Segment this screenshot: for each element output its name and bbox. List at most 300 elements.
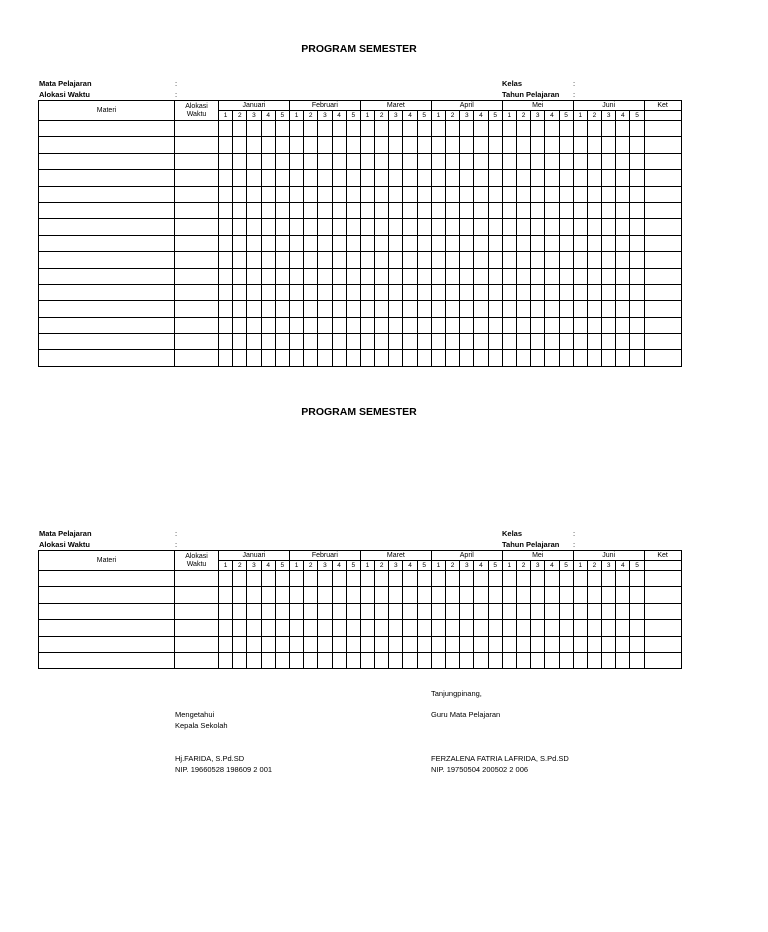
- alokasi-cell[interactable]: [175, 603, 219, 619]
- week-cell[interactable]: [375, 252, 389, 268]
- week-cell[interactable]: [559, 603, 573, 619]
- week-cell[interactable]: [616, 620, 630, 636]
- week-cell[interactable]: [360, 587, 374, 603]
- week-cell[interactable]: [346, 268, 360, 284]
- week-cell[interactable]: [587, 317, 601, 333]
- materi-cell[interactable]: [39, 334, 175, 350]
- week-cell[interactable]: [531, 252, 545, 268]
- week-cell[interactable]: [318, 284, 332, 300]
- week-cell[interactable]: [573, 121, 587, 137]
- week-cell[interactable]: [233, 153, 247, 169]
- week-cell[interactable]: [304, 186, 318, 202]
- week-cell[interactable]: [417, 137, 431, 153]
- week-cell[interactable]: [304, 121, 318, 137]
- week-cell[interactable]: [360, 268, 374, 284]
- week-cell[interactable]: [417, 202, 431, 218]
- week-cell[interactable]: [247, 202, 261, 218]
- week-cell[interactable]: [559, 252, 573, 268]
- week-cell[interactable]: [318, 137, 332, 153]
- week-cell[interactable]: [332, 153, 346, 169]
- week-cell[interactable]: [516, 350, 530, 366]
- week-cell[interactable]: [502, 334, 516, 350]
- week-cell[interactable]: [587, 652, 601, 668]
- week-cell[interactable]: [446, 252, 460, 268]
- week-cell[interactable]: [375, 186, 389, 202]
- week-cell[interactable]: [431, 317, 445, 333]
- week-cell[interactable]: [346, 202, 360, 218]
- week-cell[interactable]: [460, 603, 474, 619]
- week-cell[interactable]: [275, 252, 289, 268]
- week-cell[interactable]: [233, 137, 247, 153]
- week-cell[interactable]: [219, 652, 233, 668]
- week-cell[interactable]: [630, 186, 644, 202]
- week-cell[interactable]: [389, 202, 403, 218]
- week-cell[interactable]: [602, 636, 616, 652]
- week-cell[interactable]: [360, 603, 374, 619]
- week-cell[interactable]: [531, 620, 545, 636]
- week-cell[interactable]: [616, 284, 630, 300]
- week-cell[interactable]: [516, 571, 530, 587]
- week-cell[interactable]: [360, 636, 374, 652]
- week-cell[interactable]: [502, 202, 516, 218]
- week-cell[interactable]: [630, 137, 644, 153]
- week-cell[interactable]: [403, 636, 417, 652]
- week-cell[interactable]: [233, 121, 247, 137]
- week-cell[interactable]: [318, 186, 332, 202]
- week-cell[interactable]: [446, 620, 460, 636]
- week-cell[interactable]: [488, 587, 502, 603]
- week-cell[interactable]: [446, 652, 460, 668]
- week-cell[interactable]: [573, 620, 587, 636]
- week-cell[interactable]: [219, 121, 233, 137]
- week-cell[interactable]: [630, 350, 644, 366]
- week-cell[interactable]: [289, 202, 303, 218]
- week-cell[interactable]: [389, 636, 403, 652]
- week-cell[interactable]: [247, 153, 261, 169]
- week-cell[interactable]: [602, 170, 616, 186]
- week-cell[interactable]: [403, 268, 417, 284]
- week-cell[interactable]: [616, 235, 630, 251]
- week-cell[interactable]: [375, 219, 389, 235]
- week-cell[interactable]: [488, 620, 502, 636]
- week-cell[interactable]: [573, 652, 587, 668]
- week-cell[interactable]: [289, 603, 303, 619]
- week-cell[interactable]: [389, 284, 403, 300]
- week-cell[interactable]: [460, 350, 474, 366]
- week-cell[interactable]: [417, 636, 431, 652]
- week-cell[interactable]: [346, 334, 360, 350]
- week-cell[interactable]: [403, 620, 417, 636]
- week-cell[interactable]: [502, 121, 516, 137]
- week-cell[interactable]: [616, 202, 630, 218]
- ket-cell[interactable]: [644, 252, 681, 268]
- week-cell[interactable]: [616, 350, 630, 366]
- week-cell[interactable]: [417, 652, 431, 668]
- week-cell[interactable]: [261, 268, 275, 284]
- materi-cell[interactable]: [39, 186, 175, 202]
- week-cell[interactable]: [360, 202, 374, 218]
- alokasi-cell[interactable]: [175, 268, 219, 284]
- week-cell[interactable]: [502, 587, 516, 603]
- week-cell[interactable]: [375, 301, 389, 317]
- week-cell[interactable]: [261, 202, 275, 218]
- week-cell[interactable]: [446, 219, 460, 235]
- week-cell[interactable]: [375, 137, 389, 153]
- week-cell[interactable]: [516, 235, 530, 251]
- week-cell[interactable]: [403, 603, 417, 619]
- week-cell[interactable]: [289, 334, 303, 350]
- week-cell[interactable]: [516, 636, 530, 652]
- ket-cell[interactable]: [644, 587, 681, 603]
- week-cell[interactable]: [233, 334, 247, 350]
- week-cell[interactable]: [261, 620, 275, 636]
- week-cell[interactable]: [616, 137, 630, 153]
- week-cell[interactable]: [417, 219, 431, 235]
- week-cell[interactable]: [502, 219, 516, 235]
- week-cell[interactable]: [346, 652, 360, 668]
- week-cell[interactable]: [587, 235, 601, 251]
- ket-cell[interactable]: [644, 636, 681, 652]
- week-cell[interactable]: [602, 620, 616, 636]
- week-cell[interactable]: [630, 571, 644, 587]
- week-cell[interactable]: [219, 571, 233, 587]
- week-cell[interactable]: [403, 202, 417, 218]
- week-cell[interactable]: [219, 587, 233, 603]
- week-cell[interactable]: [446, 268, 460, 284]
- week-cell[interactable]: [375, 587, 389, 603]
- week-cell[interactable]: [602, 121, 616, 137]
- week-cell[interactable]: [389, 268, 403, 284]
- week-cell[interactable]: [275, 620, 289, 636]
- week-cell[interactable]: [275, 153, 289, 169]
- week-cell[interactable]: [318, 170, 332, 186]
- week-cell[interactable]: [318, 301, 332, 317]
- week-cell[interactable]: [474, 235, 488, 251]
- week-cell[interactable]: [474, 170, 488, 186]
- week-cell[interactable]: [247, 170, 261, 186]
- week-cell[interactable]: [261, 153, 275, 169]
- week-cell[interactable]: [233, 603, 247, 619]
- week-cell[interactable]: [516, 268, 530, 284]
- week-cell[interactable]: [474, 350, 488, 366]
- week-cell[interactable]: [460, 137, 474, 153]
- week-cell[interactable]: [261, 652, 275, 668]
- week-cell[interactable]: [332, 137, 346, 153]
- week-cell[interactable]: [602, 219, 616, 235]
- week-cell[interactable]: [431, 587, 445, 603]
- week-cell[interactable]: [559, 571, 573, 587]
- week-cell[interactable]: [403, 137, 417, 153]
- week-cell[interactable]: [417, 121, 431, 137]
- week-cell[interactable]: [573, 137, 587, 153]
- week-cell[interactable]: [516, 170, 530, 186]
- week-cell[interactable]: [460, 317, 474, 333]
- week-cell[interactable]: [431, 652, 445, 668]
- week-cell[interactable]: [289, 219, 303, 235]
- week-cell[interactable]: [630, 284, 644, 300]
- alokasi-cell[interactable]: [175, 284, 219, 300]
- week-cell[interactable]: [247, 317, 261, 333]
- week-cell[interactable]: [602, 334, 616, 350]
- week-cell[interactable]: [219, 301, 233, 317]
- week-cell[interactable]: [460, 186, 474, 202]
- week-cell[interactable]: [573, 202, 587, 218]
- week-cell[interactable]: [417, 252, 431, 268]
- week-cell[interactable]: [275, 202, 289, 218]
- materi-cell[interactable]: [39, 170, 175, 186]
- alokasi-cell[interactable]: [175, 571, 219, 587]
- week-cell[interactable]: [233, 235, 247, 251]
- materi-cell[interactable]: [39, 219, 175, 235]
- week-cell[interactable]: [403, 317, 417, 333]
- week-cell[interactable]: [474, 219, 488, 235]
- week-cell[interactable]: [431, 350, 445, 366]
- week-cell[interactable]: [332, 235, 346, 251]
- materi-cell[interactable]: [39, 317, 175, 333]
- week-cell[interactable]: [602, 252, 616, 268]
- week-cell[interactable]: [630, 252, 644, 268]
- week-cell[interactable]: [573, 170, 587, 186]
- week-cell[interactable]: [545, 219, 559, 235]
- materi-cell[interactable]: [39, 252, 175, 268]
- week-cell[interactable]: [247, 121, 261, 137]
- week-cell[interactable]: [261, 186, 275, 202]
- week-cell[interactable]: [602, 137, 616, 153]
- week-cell[interactable]: [516, 219, 530, 235]
- week-cell[interactable]: [545, 603, 559, 619]
- week-cell[interactable]: [417, 170, 431, 186]
- week-cell[interactable]: [360, 219, 374, 235]
- week-cell[interactable]: [417, 301, 431, 317]
- week-cell[interactable]: [275, 652, 289, 668]
- week-cell[interactable]: [219, 636, 233, 652]
- week-cell[interactable]: [502, 317, 516, 333]
- week-cell[interactable]: [446, 603, 460, 619]
- week-cell[interactable]: [587, 587, 601, 603]
- materi-cell[interactable]: [39, 284, 175, 300]
- ket-cell[interactable]: [644, 202, 681, 218]
- week-cell[interactable]: [233, 587, 247, 603]
- week-cell[interactable]: [616, 334, 630, 350]
- week-cell[interactable]: [630, 603, 644, 619]
- week-cell[interactable]: [219, 334, 233, 350]
- week-cell[interactable]: [360, 137, 374, 153]
- week-cell[interactable]: [219, 317, 233, 333]
- week-cell[interactable]: [460, 268, 474, 284]
- week-cell[interactable]: [531, 268, 545, 284]
- week-cell[interactable]: [318, 603, 332, 619]
- week-cell[interactable]: [531, 603, 545, 619]
- week-cell[interactable]: [531, 571, 545, 587]
- week-cell[interactable]: [630, 219, 644, 235]
- week-cell[interactable]: [289, 137, 303, 153]
- week-cell[interactable]: [304, 301, 318, 317]
- week-cell[interactable]: [289, 317, 303, 333]
- week-cell[interactable]: [346, 317, 360, 333]
- alokasi-cell[interactable]: [175, 652, 219, 668]
- week-cell[interactable]: [332, 571, 346, 587]
- week-cell[interactable]: [332, 268, 346, 284]
- week-cell[interactable]: [573, 350, 587, 366]
- week-cell[interactable]: [616, 317, 630, 333]
- week-cell[interactable]: [261, 603, 275, 619]
- week-cell[interactable]: [431, 571, 445, 587]
- week-cell[interactable]: [502, 284, 516, 300]
- week-cell[interactable]: [261, 571, 275, 587]
- week-cell[interactable]: [375, 170, 389, 186]
- week-cell[interactable]: [516, 252, 530, 268]
- week-cell[interactable]: [573, 284, 587, 300]
- week-cell[interactable]: [573, 252, 587, 268]
- week-cell[interactable]: [233, 252, 247, 268]
- week-cell[interactable]: [531, 334, 545, 350]
- week-cell[interactable]: [531, 202, 545, 218]
- week-cell[interactable]: [403, 153, 417, 169]
- week-cell[interactable]: [531, 137, 545, 153]
- week-cell[interactable]: [545, 137, 559, 153]
- week-cell[interactable]: [247, 284, 261, 300]
- week-cell[interactable]: [545, 301, 559, 317]
- week-cell[interactable]: [531, 317, 545, 333]
- week-cell[interactable]: [602, 317, 616, 333]
- week-cell[interactable]: [332, 186, 346, 202]
- week-cell[interactable]: [531, 235, 545, 251]
- week-cell[interactable]: [275, 334, 289, 350]
- week-cell[interactable]: [261, 121, 275, 137]
- week-cell[interactable]: [375, 350, 389, 366]
- week-cell[interactable]: [304, 636, 318, 652]
- week-cell[interactable]: [573, 587, 587, 603]
- week-cell[interactable]: [375, 235, 389, 251]
- week-cell[interactable]: [389, 317, 403, 333]
- week-cell[interactable]: [289, 121, 303, 137]
- week-cell[interactable]: [616, 571, 630, 587]
- week-cell[interactable]: [247, 334, 261, 350]
- week-cell[interactable]: [587, 202, 601, 218]
- week-cell[interactable]: [247, 603, 261, 619]
- week-cell[interactable]: [630, 587, 644, 603]
- week-cell[interactable]: [516, 334, 530, 350]
- week-cell[interactable]: [446, 587, 460, 603]
- week-cell[interactable]: [360, 571, 374, 587]
- week-cell[interactable]: [332, 620, 346, 636]
- ket-cell[interactable]: [644, 153, 681, 169]
- week-cell[interactable]: [559, 284, 573, 300]
- week-cell[interactable]: [332, 587, 346, 603]
- week-cell[interactable]: [516, 301, 530, 317]
- week-cell[interactable]: [261, 219, 275, 235]
- alokasi-cell[interactable]: [175, 334, 219, 350]
- week-cell[interactable]: [431, 219, 445, 235]
- week-cell[interactable]: [417, 334, 431, 350]
- week-cell[interactable]: [559, 137, 573, 153]
- week-cell[interactable]: [502, 252, 516, 268]
- week-cell[interactable]: [247, 636, 261, 652]
- week-cell[interactable]: [573, 301, 587, 317]
- week-cell[interactable]: [559, 652, 573, 668]
- week-cell[interactable]: [375, 620, 389, 636]
- alokasi-cell[interactable]: [175, 186, 219, 202]
- week-cell[interactable]: [289, 170, 303, 186]
- week-cell[interactable]: [247, 219, 261, 235]
- week-cell[interactable]: [261, 317, 275, 333]
- week-cell[interactable]: [488, 301, 502, 317]
- week-cell[interactable]: [460, 334, 474, 350]
- week-cell[interactable]: [346, 603, 360, 619]
- week-cell[interactable]: [304, 603, 318, 619]
- ket-cell[interactable]: [644, 170, 681, 186]
- week-cell[interactable]: [531, 219, 545, 235]
- week-cell[interactable]: [474, 137, 488, 153]
- week-cell[interactable]: [389, 137, 403, 153]
- alokasi-cell[interactable]: [175, 235, 219, 251]
- week-cell[interactable]: [375, 153, 389, 169]
- week-cell[interactable]: [488, 652, 502, 668]
- week-cell[interactable]: [360, 235, 374, 251]
- week-cell[interactable]: [389, 571, 403, 587]
- week-cell[interactable]: [417, 350, 431, 366]
- week-cell[interactable]: [233, 186, 247, 202]
- week-cell[interactable]: [488, 219, 502, 235]
- week-cell[interactable]: [375, 317, 389, 333]
- week-cell[interactable]: [247, 186, 261, 202]
- week-cell[interactable]: [559, 334, 573, 350]
- week-cell[interactable]: [431, 301, 445, 317]
- week-cell[interactable]: [219, 219, 233, 235]
- materi-cell[interactable]: [39, 636, 175, 652]
- week-cell[interactable]: [602, 284, 616, 300]
- alokasi-cell[interactable]: [175, 153, 219, 169]
- materi-cell[interactable]: [39, 603, 175, 619]
- ket-cell[interactable]: [644, 620, 681, 636]
- week-cell[interactable]: [375, 268, 389, 284]
- week-cell[interactable]: [261, 137, 275, 153]
- week-cell[interactable]: [318, 652, 332, 668]
- week-cell[interactable]: [460, 301, 474, 317]
- week-cell[interactable]: [219, 170, 233, 186]
- week-cell[interactable]: [431, 137, 445, 153]
- week-cell[interactable]: [616, 170, 630, 186]
- alokasi-cell[interactable]: [175, 636, 219, 652]
- week-cell[interactable]: [502, 652, 516, 668]
- week-cell[interactable]: [616, 121, 630, 137]
- week-cell[interactable]: [219, 202, 233, 218]
- week-cell[interactable]: [275, 571, 289, 587]
- week-cell[interactable]: [318, 636, 332, 652]
- week-cell[interactable]: [360, 317, 374, 333]
- week-cell[interactable]: [545, 252, 559, 268]
- week-cell[interactable]: [446, 186, 460, 202]
- week-cell[interactable]: [587, 620, 601, 636]
- week-cell[interactable]: [630, 153, 644, 169]
- week-cell[interactable]: [488, 137, 502, 153]
- alokasi-cell[interactable]: [175, 350, 219, 366]
- week-cell[interactable]: [332, 317, 346, 333]
- week-cell[interactable]: [502, 153, 516, 169]
- week-cell[interactable]: [275, 284, 289, 300]
- alokasi-cell[interactable]: [175, 219, 219, 235]
- week-cell[interactable]: [474, 268, 488, 284]
- week-cell[interactable]: [587, 350, 601, 366]
- week-cell[interactable]: [346, 219, 360, 235]
- week-cell[interactable]: [602, 153, 616, 169]
- week-cell[interactable]: [346, 153, 360, 169]
- week-cell[interactable]: [247, 652, 261, 668]
- week-cell[interactable]: [587, 137, 601, 153]
- week-cell[interactable]: [417, 603, 431, 619]
- week-cell[interactable]: [587, 121, 601, 137]
- week-cell[interactable]: [488, 202, 502, 218]
